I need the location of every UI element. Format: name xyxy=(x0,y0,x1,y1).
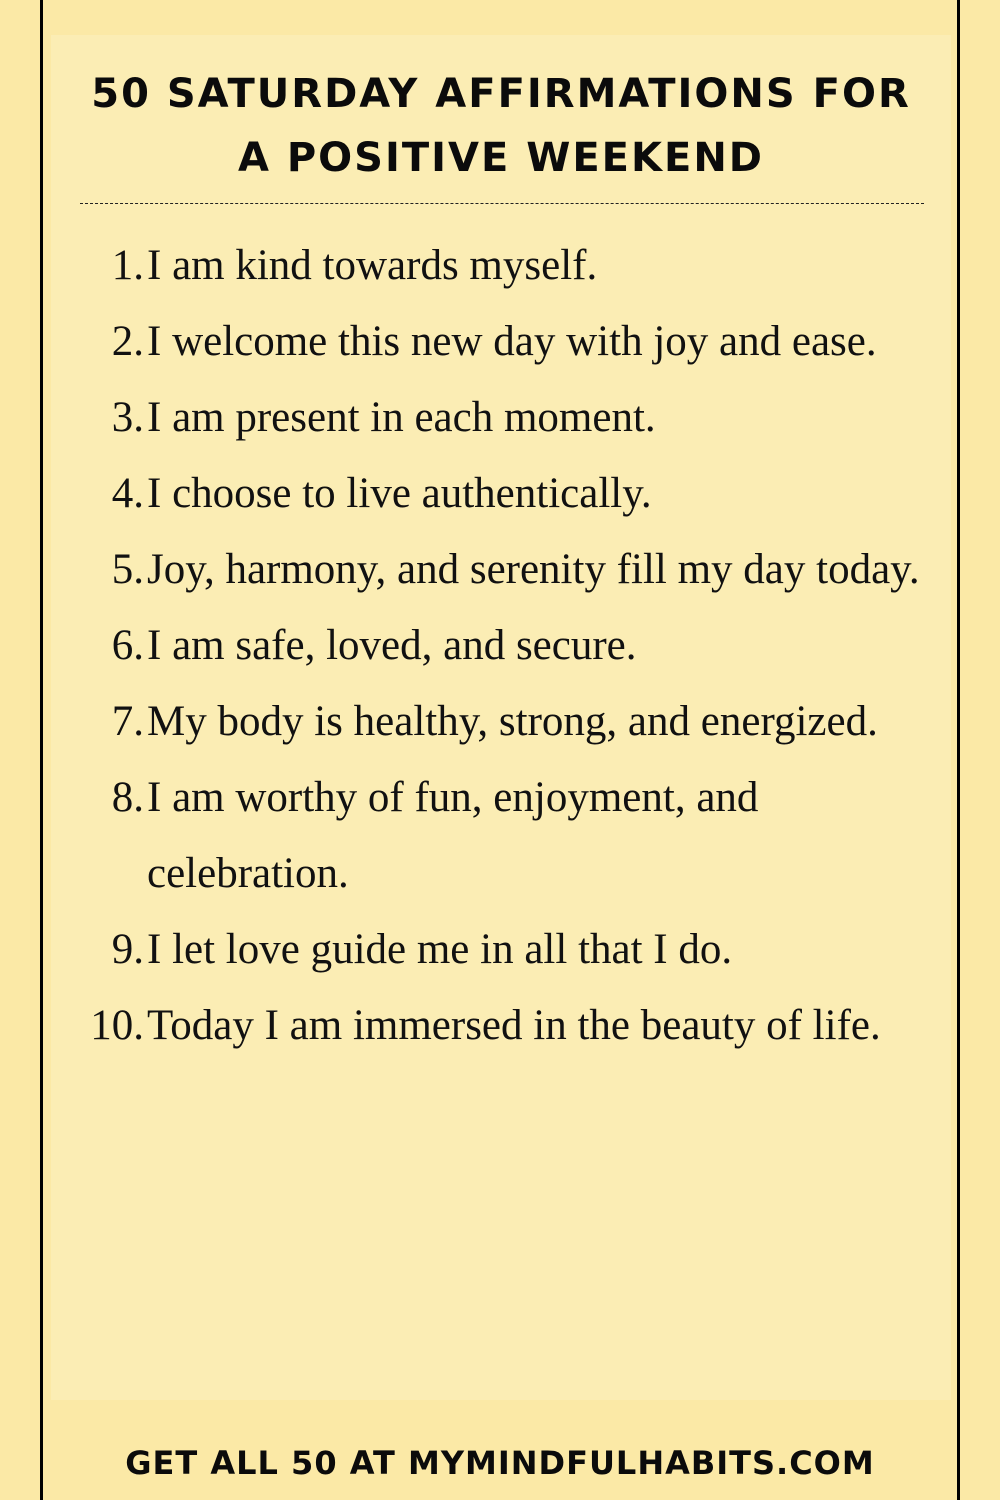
item-number: 9. xyxy=(111,926,144,973)
title-line-1: 50 SATURDAY AFFIRMATIONS FOR xyxy=(91,71,911,117)
item-text: I am present in each moment. xyxy=(147,394,656,441)
list-item xyxy=(60,684,940,760)
list-item xyxy=(60,532,940,608)
item-text: Joy, harmony, and serenity fill my day today. xyxy=(147,546,920,593)
item-text: I let love guide me in all that I do. xyxy=(147,926,733,973)
item-number: 2. xyxy=(111,318,144,365)
item-text: I am kind towards myself. xyxy=(147,242,598,289)
item-text: Today I am immersed in the beauty of life. xyxy=(147,1002,881,1049)
item-number: 6. xyxy=(111,622,144,669)
page-title xyxy=(51,62,951,190)
item-text: I welcome this new day with joy and ease. xyxy=(147,318,877,365)
list-item xyxy=(60,988,940,1064)
footer-cta-link[interactable]: GET ALL 50 AT MYMINDFULHABITS.COM xyxy=(125,1444,875,1482)
list-item xyxy=(60,380,940,456)
list-item xyxy=(60,304,940,380)
item-text: I am safe, loved, and secure. xyxy=(147,622,637,669)
item-number: 4. xyxy=(111,470,144,517)
item-text: My body is healthy, strong, and energized. xyxy=(147,698,878,745)
title-line-2: A POSITIVE WEEKEND xyxy=(237,135,765,181)
item-number: 5. xyxy=(111,546,144,593)
list-item xyxy=(60,760,940,912)
list-item xyxy=(60,456,940,532)
list-item xyxy=(60,608,940,684)
list-item xyxy=(60,912,940,988)
item-text: I am worthy of fun, enjoyment, and celebration. xyxy=(147,774,759,897)
item-number: 8. xyxy=(111,774,144,821)
item-number: 3. xyxy=(111,394,144,441)
item-number: 1. xyxy=(111,242,144,289)
affirmation-list xyxy=(60,228,940,1064)
item-text: I choose to live authentically. xyxy=(147,470,652,517)
item-number: 7. xyxy=(111,698,144,745)
item-number: 10. xyxy=(90,1002,144,1049)
list-item xyxy=(60,228,940,304)
dashed-divider xyxy=(80,203,924,204)
